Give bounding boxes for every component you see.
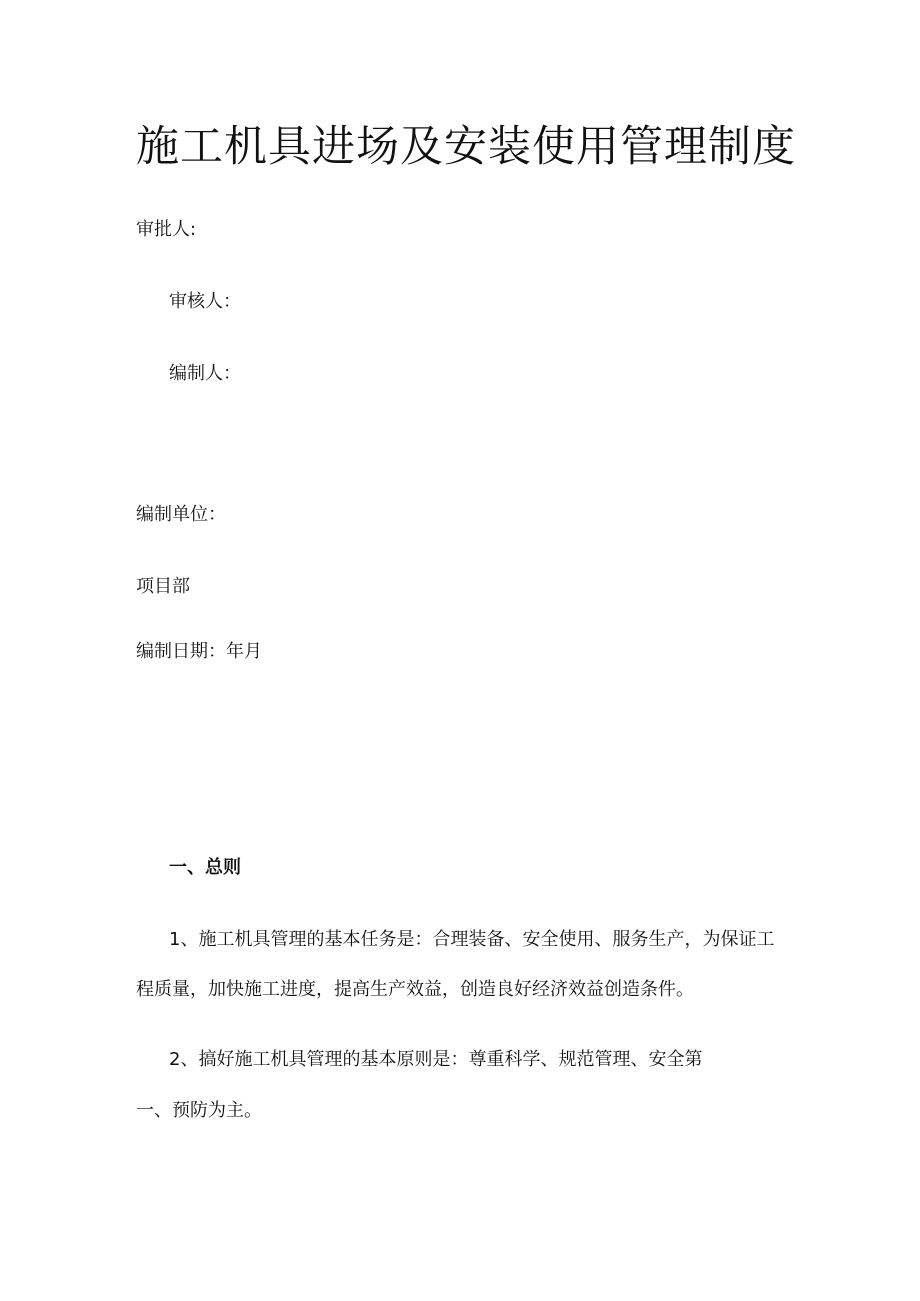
paragraph-2-line-2: 一、预防为主。	[136, 1100, 262, 1121]
approver-label: 审批人:	[136, 219, 197, 240]
paragraph-1-line-1: 1、施工机具管理的基本任务是：合理装备、安全使用、服务生产，为保证工	[169, 929, 775, 950]
section-heading: 一、总则	[169, 857, 241, 878]
page-title: 施工机具进场及安装使用管理制度	[136, 122, 796, 172]
unit-label: 编制单位：	[136, 504, 226, 525]
reviewer-label: 审核人：	[169, 291, 241, 312]
date-label: 编制日期：年月	[136, 641, 262, 662]
paragraph-1-line-2: 程质量，加快施工进度，提高生产效益，创造良好经济效益创造条件。	[136, 979, 694, 1000]
paragraph-2-line-1: 2、搞好施工机具管理的基本原则是：尊重科学、规范管理、安全第	[169, 1049, 703, 1070]
compiler-label: 编制人：	[169, 363, 241, 384]
unit-value: 项目部	[136, 576, 190, 597]
